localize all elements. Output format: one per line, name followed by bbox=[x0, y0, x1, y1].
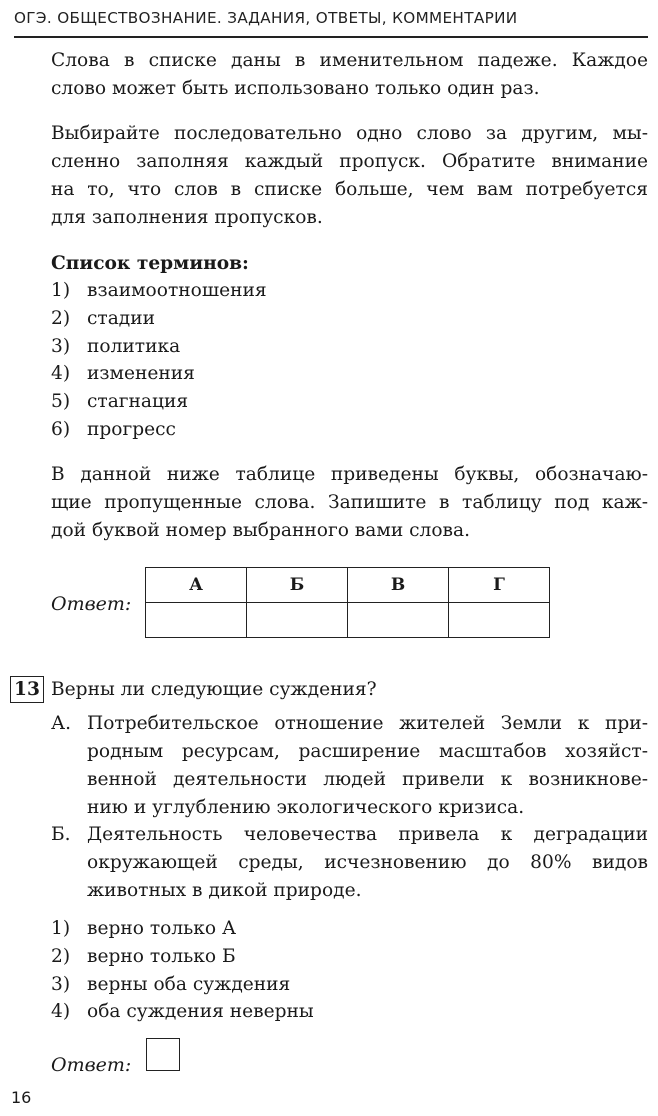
intro-p2-line: сленно заполняя каждый пропуск. Обратите внимание bbox=[51, 151, 648, 172]
answer-label: Ответ: bbox=[51, 1054, 132, 1076]
option-num: 3) bbox=[51, 974, 71, 995]
intro-p2-line: Выбирайте последовательно одно слово за другим, мы- bbox=[51, 123, 648, 144]
running-header: ОГЭ. ОБЩЕСТВОЗНАНИЕ. ЗАДАНИЯ, ОТВЕТЫ, КОММЕНТАРИИ bbox=[14, 7, 648, 38]
answer-table bbox=[145, 567, 550, 638]
term-num: 4) bbox=[51, 363, 71, 384]
statement-b-line: окружающей среды, исчезновению до 80% видов bbox=[87, 852, 648, 873]
term-num: 1) bbox=[51, 280, 71, 301]
term-text: стадии bbox=[87, 308, 156, 329]
answer-box[interactable] bbox=[146, 1038, 180, 1071]
table-instruction-line: дой буквой номер выбранного вами слова. bbox=[51, 520, 471, 541]
option-item bbox=[51, 943, 648, 971]
term-num: 3) bbox=[51, 336, 71, 357]
term-text: политика bbox=[87, 336, 181, 357]
statement-b-marker: Б. bbox=[51, 824, 71, 845]
answer-table-header: Г bbox=[449, 568, 550, 603]
option-num: 2) bbox=[51, 946, 71, 967]
statement-b-line: животных в дикой природе. bbox=[87, 880, 362, 901]
table-instruction-line: щие пропущенные слова. Запишите в таблицу под каж- bbox=[51, 492, 648, 513]
term-num: 6) bbox=[51, 419, 71, 440]
term-text: изменения bbox=[87, 363, 195, 384]
term-item bbox=[51, 416, 648, 444]
answer-table-header: А bbox=[146, 568, 247, 603]
answer-cell-g[interactable] bbox=[449, 603, 550, 638]
option-text: верны оба суждения bbox=[87, 974, 291, 995]
question-number: 13 bbox=[10, 676, 44, 703]
option-num: 1) bbox=[51, 918, 71, 939]
answer-table-header: Б bbox=[247, 568, 348, 603]
intro-p1-line: слово может быть использовано только один раз. bbox=[51, 78, 540, 99]
statement-a-line: венной деятельности людей привели к возникнове- bbox=[87, 769, 648, 790]
term-text: прогресс bbox=[87, 419, 176, 440]
term-item bbox=[51, 305, 648, 333]
option-text: оба суждения неверны bbox=[87, 1001, 314, 1022]
term-text: взаимоотношения bbox=[87, 280, 267, 301]
term-item bbox=[51, 388, 648, 416]
answer-table-header: В bbox=[348, 568, 449, 603]
answer-cell-a[interactable] bbox=[146, 603, 247, 638]
statement-a-marker: А. bbox=[51, 713, 71, 734]
option-item bbox=[51, 971, 648, 999]
answer-label: Ответ: bbox=[51, 593, 132, 615]
question-prompt: Верны ли следующие суждения? bbox=[51, 679, 377, 700]
answer-cell-v[interactable] bbox=[348, 603, 449, 638]
intro-p2-line: на то, что слов в списке больше, чем вам потребуется bbox=[51, 179, 648, 200]
option-text: верно только А bbox=[87, 918, 237, 939]
answer-cell-b[interactable] bbox=[247, 603, 348, 638]
intro-p1-line: Слова в списке даны в именительном падеже. Каждое bbox=[51, 50, 648, 71]
option-item bbox=[51, 998, 648, 1026]
intro-p2-line: для заполнения пропусков. bbox=[51, 207, 323, 228]
statement-a-line: родным ресурсам, расширение масштабов хозяйст- bbox=[87, 741, 648, 762]
term-item bbox=[51, 333, 648, 361]
term-item bbox=[51, 277, 648, 305]
page-number: 16 bbox=[11, 1088, 32, 1107]
term-item bbox=[51, 360, 648, 388]
term-num: 2) bbox=[51, 308, 71, 329]
option-text: верно только Б bbox=[87, 946, 236, 967]
statement-a-line: нию и углублению экологического кризиса. bbox=[87, 797, 525, 818]
option-num: 4) bbox=[51, 1001, 71, 1022]
term-text: стагнация bbox=[87, 391, 189, 412]
statement-a-line: Потребительское отношение жителей Земли к при- bbox=[87, 713, 648, 734]
term-num: 5) bbox=[51, 391, 71, 412]
table-instruction-line: В данной ниже таблице приведены буквы, обозначаю- bbox=[51, 464, 648, 485]
option-item bbox=[51, 915, 648, 943]
statement-b-line: Деятельность человечества привела к деградации bbox=[87, 824, 648, 845]
terms-heading: Список терминов: bbox=[51, 253, 249, 274]
